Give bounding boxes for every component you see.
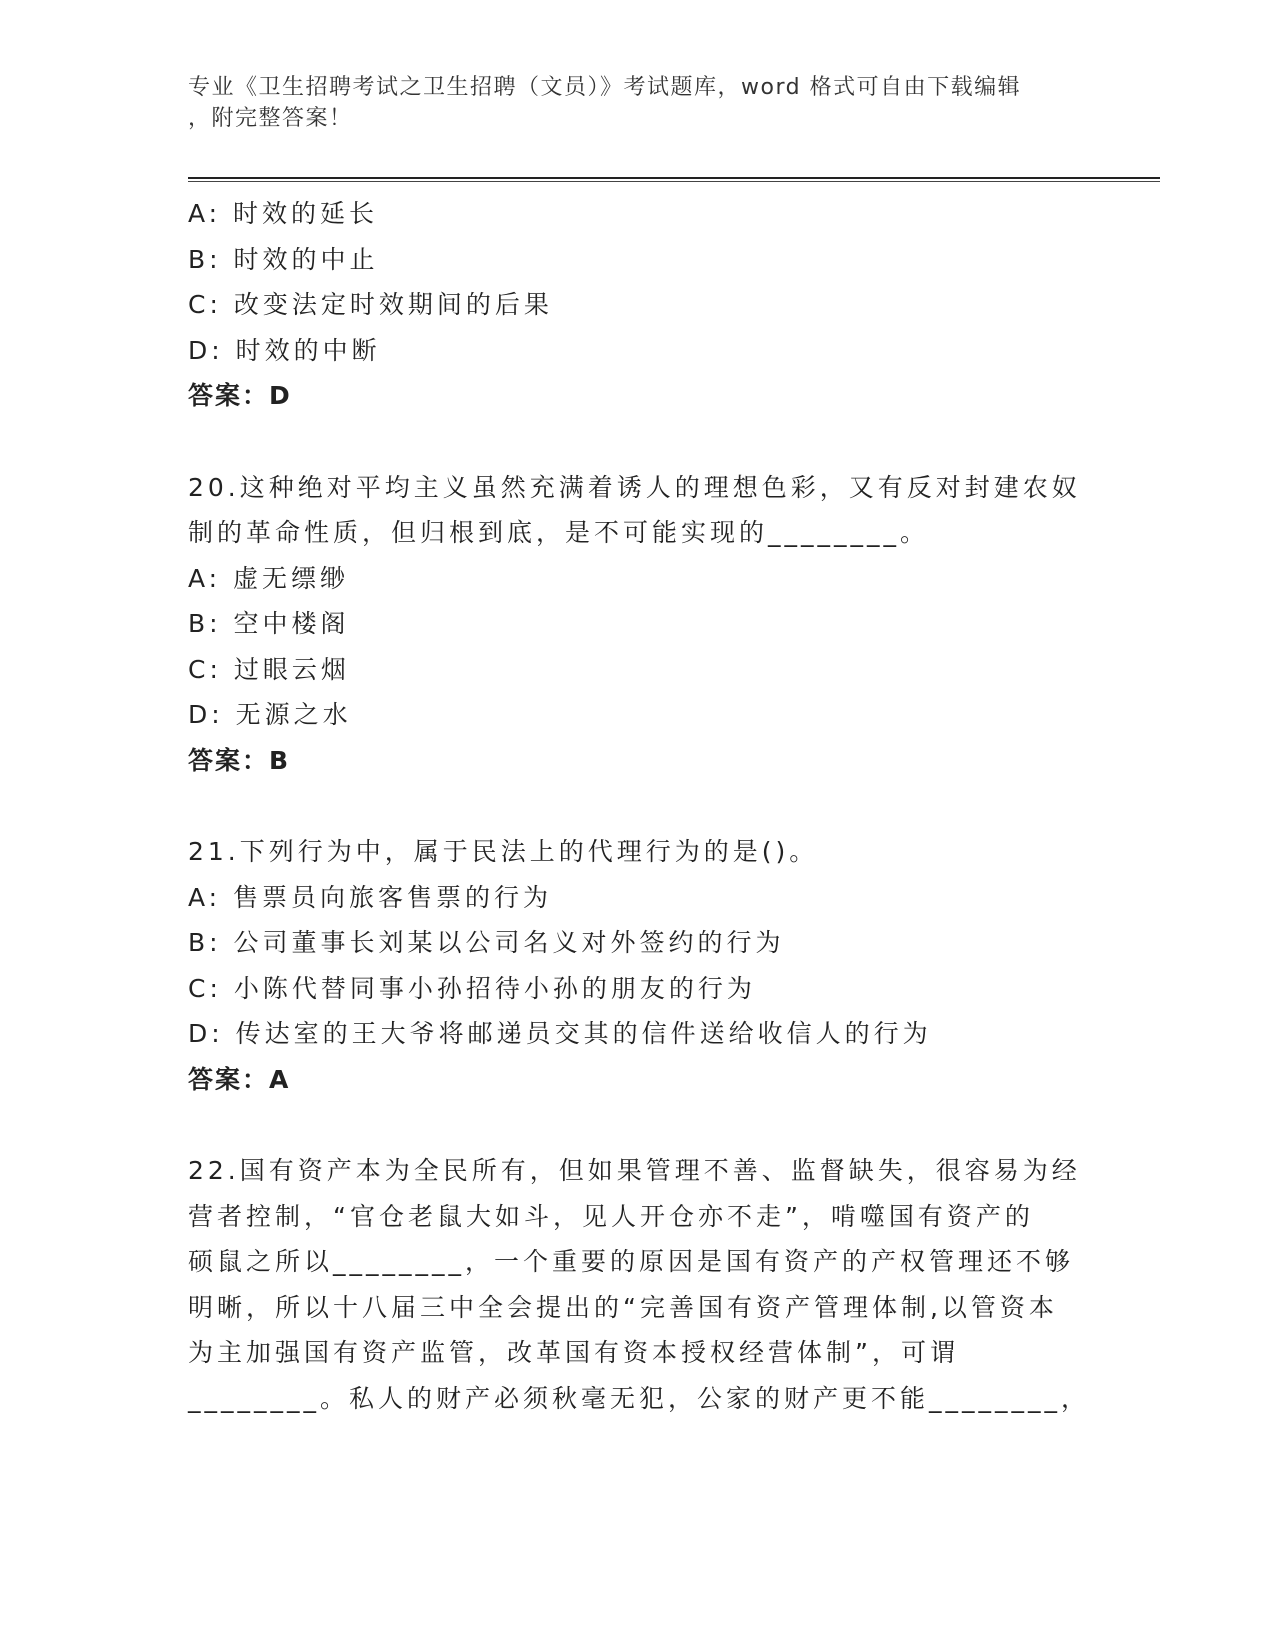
q21-stem-line-1: 21.下列行为中，属于民法上的代理行为的是()。 — [188, 837, 819, 866]
question-20-block — [188, 465, 1088, 784]
q22-stem-line-5: 为主加强国有资产监管，改革国有资本授权经营体制”，可谓 — [188, 1338, 959, 1367]
question-content — [188, 191, 1091, 1421]
q22-stem-line-4: 明晰，所以十八届三中全会提出的“完善国有资产管理体制,以管资本 — [188, 1292, 1058, 1322]
q22-stem-line-6: ________。私人的财产必须秋毫无犯，公家的财产更不能________， — [188, 1383, 1091, 1413]
q20-option-b: B: 空中楼阁 — [188, 609, 350, 638]
q21-option-c: C: 小陈代替同事小孙招待小孙的朋友的行为 — [188, 973, 756, 1003]
q19-option-a: A: 时效的延长 — [188, 199, 379, 228]
header-divider-thick — [188, 177, 1160, 179]
q20-option-a: A: 虚无缥缈 — [188, 563, 350, 593]
q20-answer: 答案：B — [188, 745, 291, 775]
question-21-block — [188, 829, 1088, 1102]
q21-option-d: D: 传达室的王大爷将邮递员交其的信件送给收信人的行为 — [188, 1019, 932, 1048]
q22-stem-line-3: 硕鼠之所以________，一个重要的原因是国有资产的产权管理还不够 — [188, 1247, 1075, 1276]
q21-option-a: A: 售票员向旅客售票的行为 — [188, 882, 553, 912]
document-header — [188, 72, 1088, 134]
question-22-block — [188, 1148, 1091, 1421]
header-line-1: 专业《卫生招聘考试之卫生招聘（文员）》考试题库，word 格式可自由下载编辑 — [188, 75, 1022, 100]
q22-stem-line-2: 营者控制，“官仓老鼠大如斗，见人开仓亦不走”，啃噬国有资产的 — [188, 1201, 1034, 1231]
q19-option-d: D: 时效的中断 — [188, 335, 381, 365]
q20-stem-line-2: 制的革命性质，但归根到底，是不可能实现的________。 — [188, 518, 930, 547]
q19-answer: 答案：D — [188, 381, 292, 410]
q20-option-d: D: 无源之水 — [188, 700, 352, 729]
q20-option-c: C: 过眼云烟 — [188, 654, 350, 684]
q19-option-c: C: 改变法定时效期间的后果 — [188, 290, 553, 319]
q21-answer: 答案：A — [188, 1064, 291, 1094]
question-19-block — [188, 191, 1088, 419]
header-line-2: ，附完整答案！ — [188, 106, 353, 131]
header-divider-thin — [188, 181, 1160, 182]
q21-option-b: B: 公司董事长刘某以公司名义对外签约的行为 — [188, 928, 785, 957]
q19-option-b: B: 时效的中止 — [188, 244, 379, 274]
q22-stem-line-1: 22.国有资产本为全民所有，但如果管理不善、监督缺失，很容易为经 — [188, 1156, 1081, 1185]
q20-stem-line-1: 20.这种绝对平均主义虽然充满着诱人的理想色彩，又有反对封建农奴 — [188, 472, 1081, 502]
